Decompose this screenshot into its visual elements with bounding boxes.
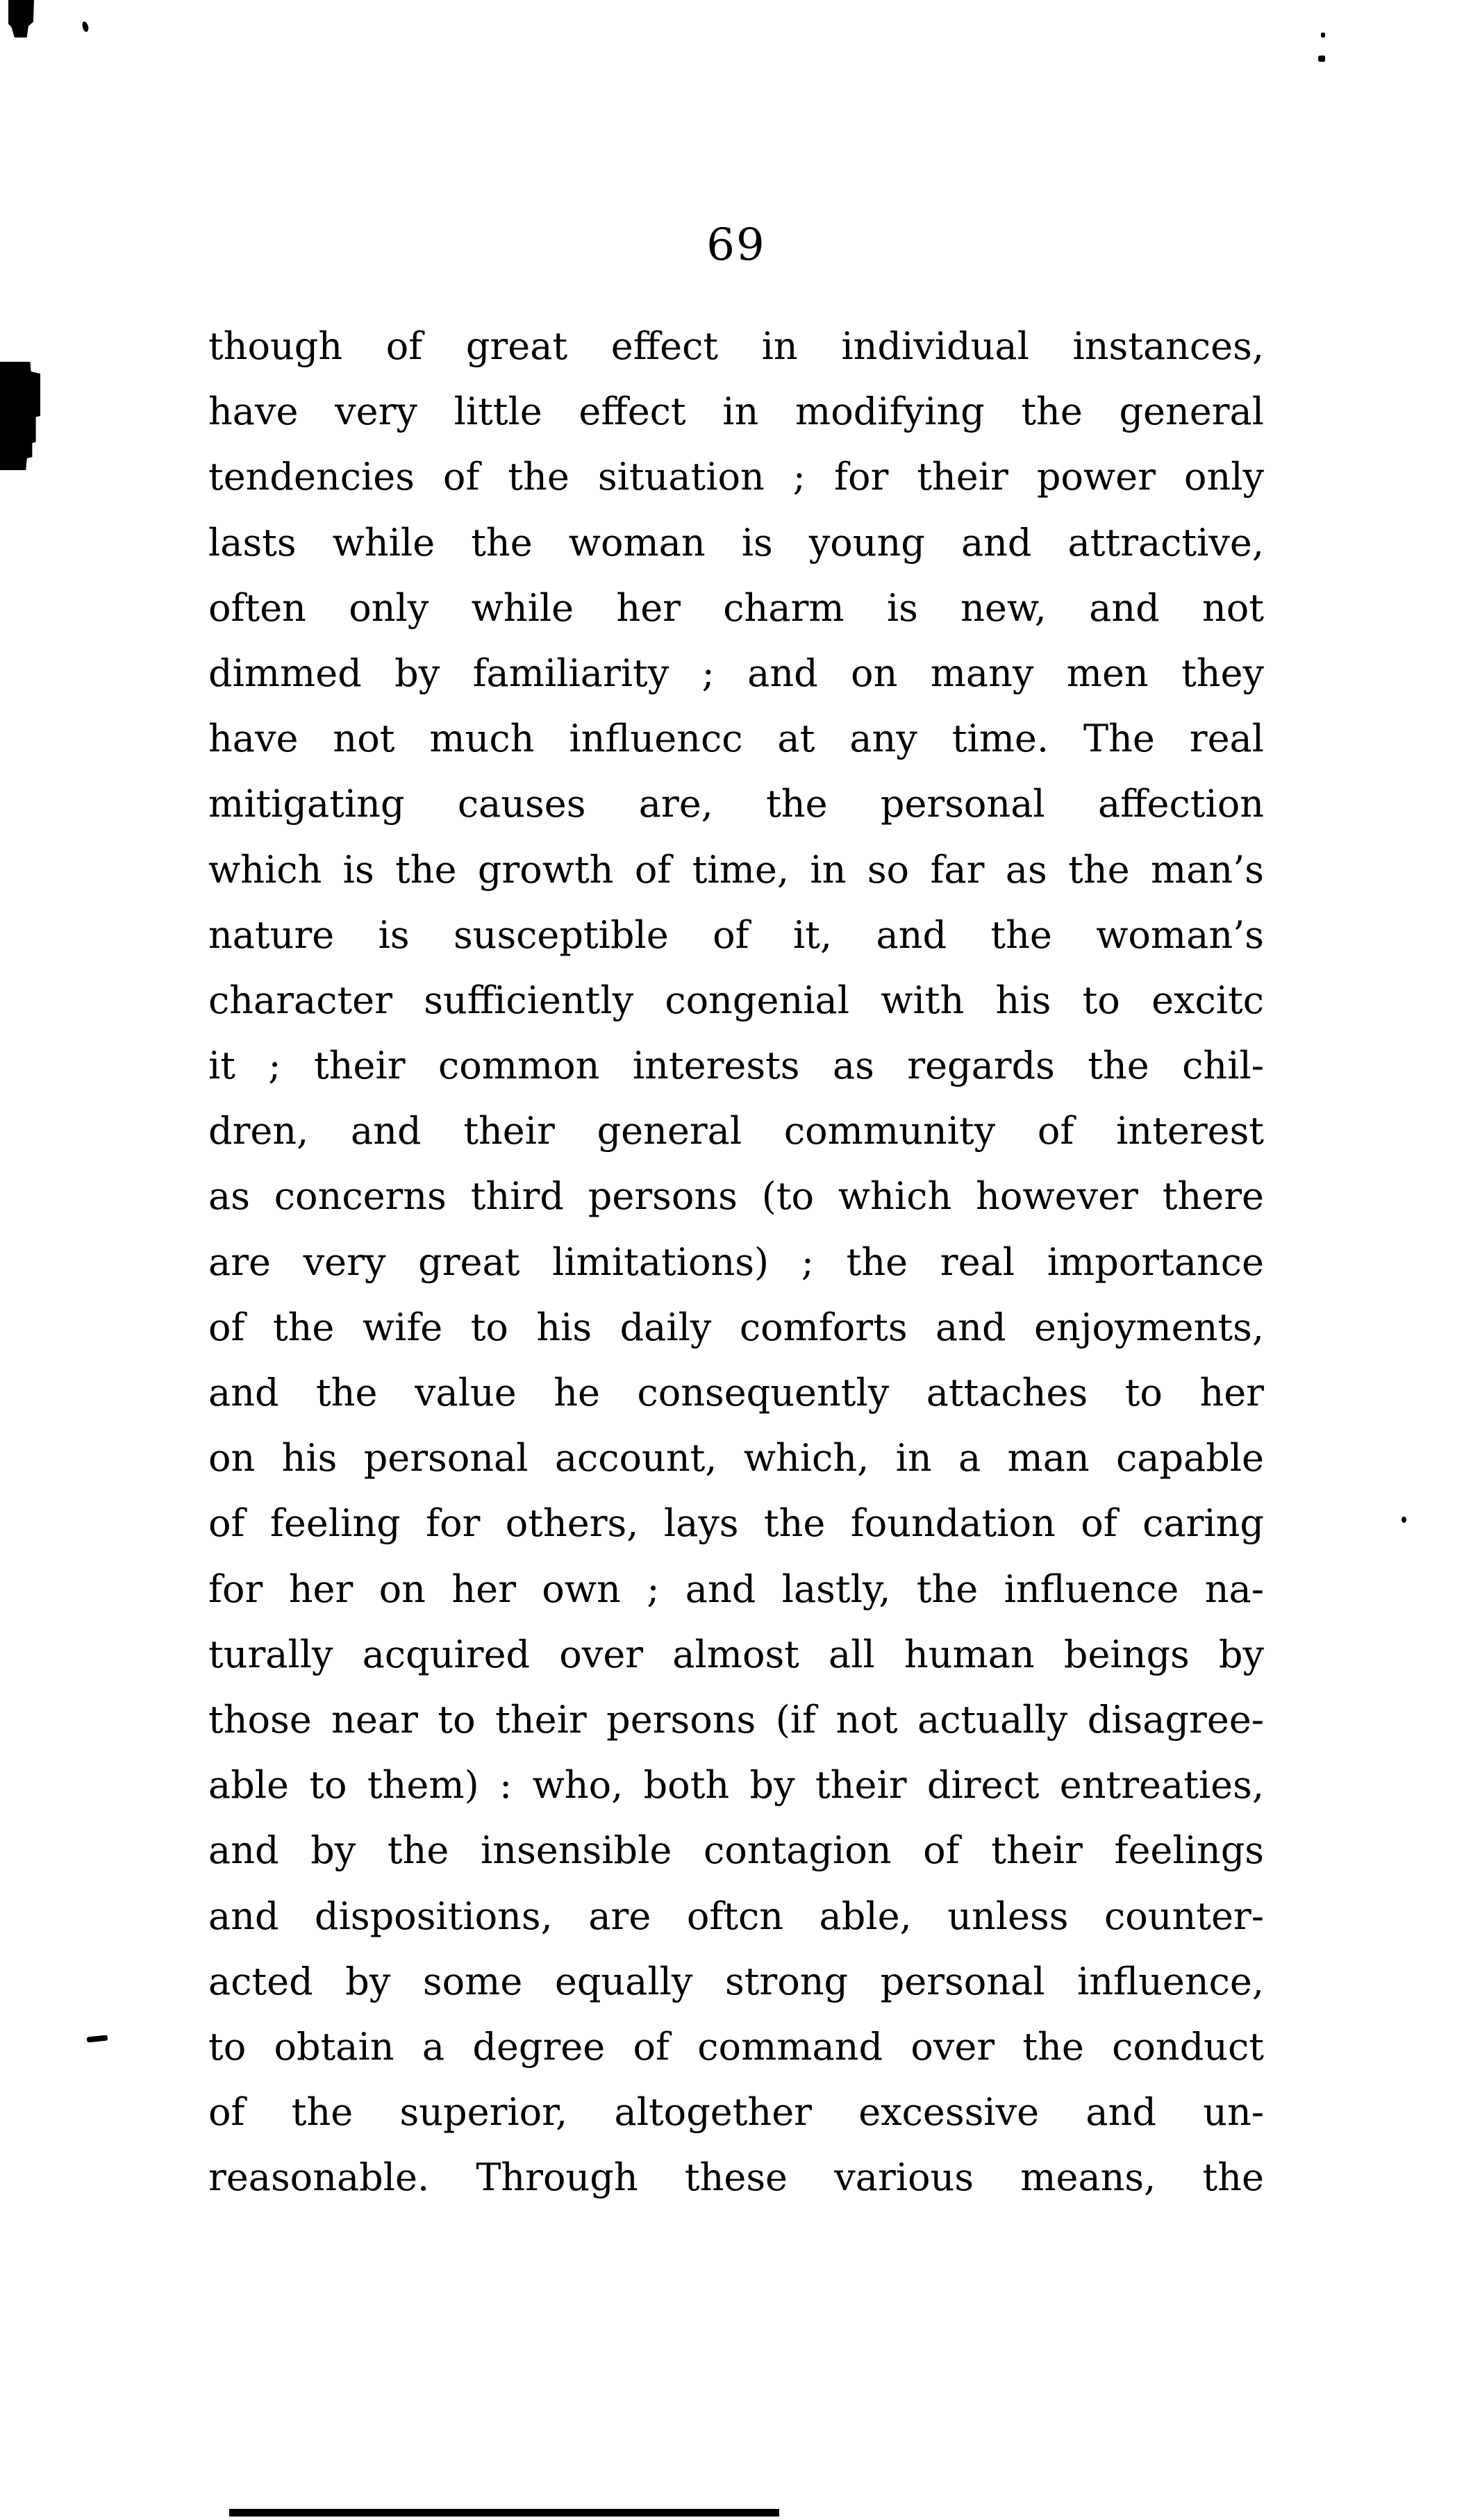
text-line: acted by some equally strong personal influence, [208, 1959, 1264, 2003]
text-line: reasonable. Through these various means, the [208, 2155, 1264, 2200]
text-line: on his personal account, which, in a man capable [208, 1436, 1264, 1480]
text-line: nature is susceptible of it, and the woman’s [208, 912, 1264, 957]
text-line: though of great effect in individual instances, [208, 324, 1264, 368]
text-line: dimmed by familiarity ; and on many men they [208, 651, 1264, 695]
text-line: for her on her own ; and lastly, the influence na- [208, 1567, 1264, 1611]
text-line: and by the insensible contagion of their feelings [208, 1828, 1264, 1873]
body-text [208, 314, 1264, 2210]
text-line: it ; their common interests as regards the chil- [208, 1044, 1264, 1088]
text-line: dren, and their general community of interest [208, 1109, 1264, 1153]
text-line: character sufficiently congenial with his to excitc [208, 978, 1264, 1022]
scan-speck-top-left [81, 21, 89, 32]
text-line: of the wife to his daily comforts and enjoyments, [208, 1305, 1264, 1349]
text-line: turally acquired over almost all human beings by [208, 1632, 1264, 1676]
text-line: of the superior, altogether excessive and un- [208, 2090, 1264, 2135]
scan-line-bottom [229, 2509, 779, 2517]
text-line: and the value he consequently attaches to her [208, 1371, 1264, 1415]
text-line: mitigating causes are, the personal affection [208, 782, 1264, 826]
text-line: and dispositions, are oftcn able, unless counter- [208, 1894, 1264, 1938]
text-line: as concerns third persons (to which however there [208, 1174, 1264, 1219]
text-line: those near to their persons (if not actually disagree- [208, 1697, 1264, 1742]
text-line: are very great limitations) ; the real importance [208, 1240, 1264, 1284]
scan-dash-left-margin [87, 2035, 108, 2042]
scan-speck-top-right [1318, 56, 1325, 62]
scan-blot-left-edge [0, 362, 40, 470]
text-line: to obtain a degree of command over the conduct [208, 2024, 1264, 2069]
text-line: able to them) : who, both by their direct entreaties, [208, 1763, 1264, 1808]
page-number: 69 [706, 219, 766, 271]
text-line: have not much influencc at any time. The real [208, 717, 1264, 761]
text-line: lasts while the woman is young and attractive, [208, 520, 1264, 565]
text-line: which is the growth of time, in so far as the man’s [208, 847, 1264, 892]
scan-speck-top-right [1321, 33, 1325, 37]
scan-speck-right-margin [1401, 1517, 1406, 1523]
text-line: tendencies of the situation ; for their power only [208, 455, 1264, 499]
text-line: often only while her charm is new, and not [208, 585, 1264, 630]
text-line: have very little effect in modifying the general [208, 390, 1264, 434]
scan-smudge-top-left [8, 0, 34, 37]
text-line: of feeling for others, lays the foundation of caring [208, 1501, 1264, 1546]
